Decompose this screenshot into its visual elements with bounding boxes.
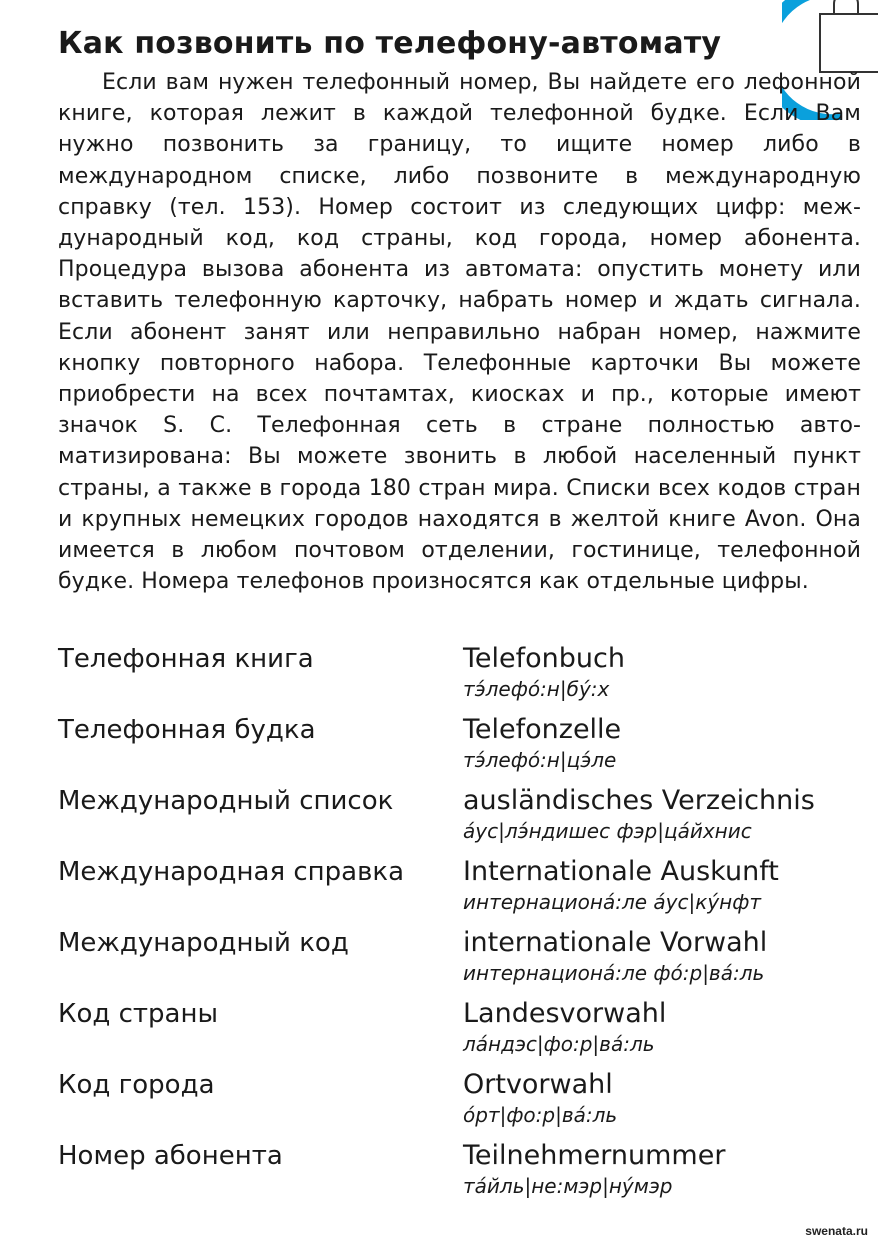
vocab-row-international-list (58, 784, 858, 855)
vocab-russian: Международный список (58, 786, 394, 816)
vocab-row-city-code (58, 1068, 858, 1139)
vocab-row-subscriber-number (58, 1139, 858, 1210)
vocab-russian: Международный код (58, 928, 349, 958)
vocab-german: ausländisches Verzeichnis (463, 785, 815, 816)
intro-paragraph: Если вам нужен телефонный номер, Вы найдете его лефонной книге, которая лежит в каждой телефонной будке. Если Вам нужно позвонить за границу, то ищите номер либо в международном списке, либо позвоните в международную справку (тел. 153). Номер состоит из следующих цифр: международный код, код страны, код города, номер абонента. Процедура вызова абонента из автомата: опустить монету или вставить телефонную карточку, набрать номер и ждать сигнала. Если абонент занят или неправильно набран номер, нажмите кнопку повторного набора. Телефонные карточки Вы можете приобрести на всех почтамтах, киосках и пр., которые имеют значок S. C. Телефонная сеть в стране полностью автоматизирована: Вы можете звонить в любой населенный пункт страны, а также в города 180 стран мира. Списки всех кодов стран и крупных немецких городов находятся в желтой книге Avon. Она имеется в любом почтовом отделении, гостинице, телефонной будке. Номера телефонов произносятся как отдельные цифры. (58, 70, 861, 595)
vocab-row-phone-book (58, 642, 858, 713)
vocab-german-block (463, 1139, 858, 1210)
vocab-russian: Номер абонента (58, 1141, 283, 1171)
vocab-row-phone-booth (58, 713, 858, 784)
vocabulary-list (58, 642, 858, 1210)
vocab-row-international-inquiry (58, 855, 858, 926)
vocab-russian: Телефонная книга (58, 644, 314, 674)
vocab-russian: Код страны (58, 999, 219, 1029)
vocab-german-block (463, 855, 858, 926)
vocab-german: Teilnehmernummer (463, 1140, 726, 1171)
vocab-transcription: интернациона́:ле а́ус|ку́нфт (463, 890, 761, 914)
vocab-german-block (463, 926, 858, 997)
vocab-transcription: тэ́лефо́:н|цэ́ле (463, 748, 617, 772)
vocab-transcription: ла́ндэс|фо:р|ва́:ль (463, 1032, 655, 1056)
vocab-transcription: а́ус|лэ́ндишес фэр|ца́йхнис (463, 819, 752, 843)
vocab-german-block (463, 642, 858, 713)
watermark: swenata.ru (805, 1224, 868, 1238)
vocab-german-block (463, 997, 858, 1068)
vocab-russian: Международная справка (58, 857, 405, 887)
vocab-german: Internationale Auskunft (463, 856, 779, 887)
vocab-row-country-code (58, 997, 858, 1068)
vocab-transcription: тэ́лефо́:н|бу́:х (463, 677, 610, 701)
vocab-german: Telefonbuch (463, 643, 625, 674)
vocab-russian: Телефонная будка (58, 715, 316, 745)
vocab-transcription: о́рт|фо:р|ва́:ль (463, 1103, 618, 1127)
vocab-german: Ortvorwahl (463, 1069, 613, 1100)
vocab-transcription: интернациона́:ле фо́:р|ва́:ль (463, 961, 765, 985)
vocab-transcription: та́йль|не:мэр|ну́мэр (463, 1174, 673, 1198)
vocab-german: Landesvorwahl (463, 998, 667, 1029)
vocab-row-international-code (58, 926, 858, 997)
vocab-german: internationale Vorwahl (463, 927, 768, 958)
vocab-german: Telefonzelle (463, 714, 622, 745)
vocab-german-block (463, 1068, 858, 1139)
vocab-german-block (463, 784, 858, 855)
vocab-german-block (463, 713, 858, 784)
vocab-russian: Код города (58, 1070, 215, 1100)
page-title: Как позвонить по телефону-автомату (58, 26, 722, 61)
